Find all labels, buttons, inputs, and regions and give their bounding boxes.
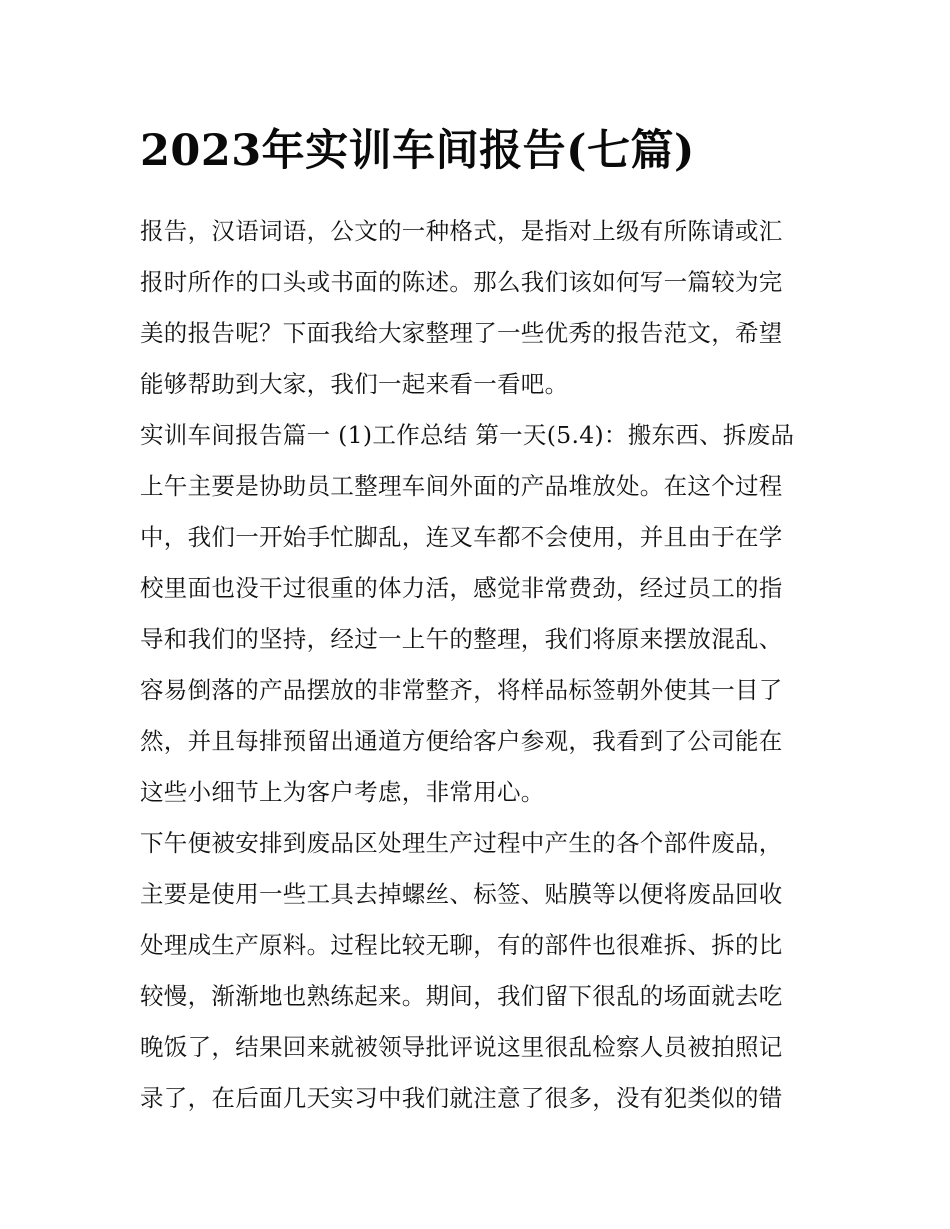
text-line: 中，我们一开始手忙脚乱，连叉车都不会使用，并且由于在学 [140,523,783,551]
text-line: 下午便被安排到废品区处理生产过程中产生的各个部件废品， [140,829,783,857]
text-line: 处理成生产原料。过程比较无聊，有的部件也很难拆、拆的比 [140,931,783,959]
document-body [140,206,812,1124]
text-line: 美的报告呢？下面我给大家整理了一些优秀的报告范文，希望 [140,319,783,347]
text-line: 实训车间报告篇一 (1)工作总结 第一天(5.4)：搬东西、拆废品 [140,421,795,449]
text-line: 上午主要是协助员工整理车间外面的产品堆放处。在这个过程 [140,472,783,500]
text-line: 能够帮助到大家，我们一起来看一看吧。 [140,370,569,398]
text-line: 主要是使用一些工具去掉螺丝、标签、贴膜等以便将废品回收 [140,880,783,908]
paragraph-day-one-afternoon [140,818,812,1124]
document-page [140,118,812,1124]
document-title: 2023年实训车间报告(七篇) [140,126,695,176]
text-line: 报告，汉语词语，公文的一种格式，是指对上级有所陈请或汇 [140,217,783,245]
text-line: 容易倒落的产品摆放的非常整齐，将样品标签朝外使其一目了 [140,676,783,704]
text-line: 导和我们的坚持，经过一上午的整理，我们将原来摆放混乱、 [140,625,783,653]
text-line: 然，并且每排预留出通道方便给客户参观，我看到了公司能在 [140,727,783,755]
text-line: 较慢，渐渐地也熟练起来。期间，我们留下很乱的场面就去吃 [140,982,783,1010]
text-line: 报时所作的口头或书面的陈述。那么我们该如何写一篇较为完 [140,268,783,296]
text-line: 校里面也没干过很重的体力活，感觉非常费劲，经过员工的指 [140,574,783,602]
paragraph-intro [140,206,812,410]
text-line: 这些小细节上为客户考虑，非常用心。 [140,778,545,806]
text-line: 晚饭了，结果回来就被领导批评说这里很乱检察人员被拍照记 [140,1033,783,1061]
text-line: 录了，在后面几天实习中我们就注意了很多，没有犯类似的错 [140,1084,783,1112]
paragraph-day-one-morning [140,410,812,818]
